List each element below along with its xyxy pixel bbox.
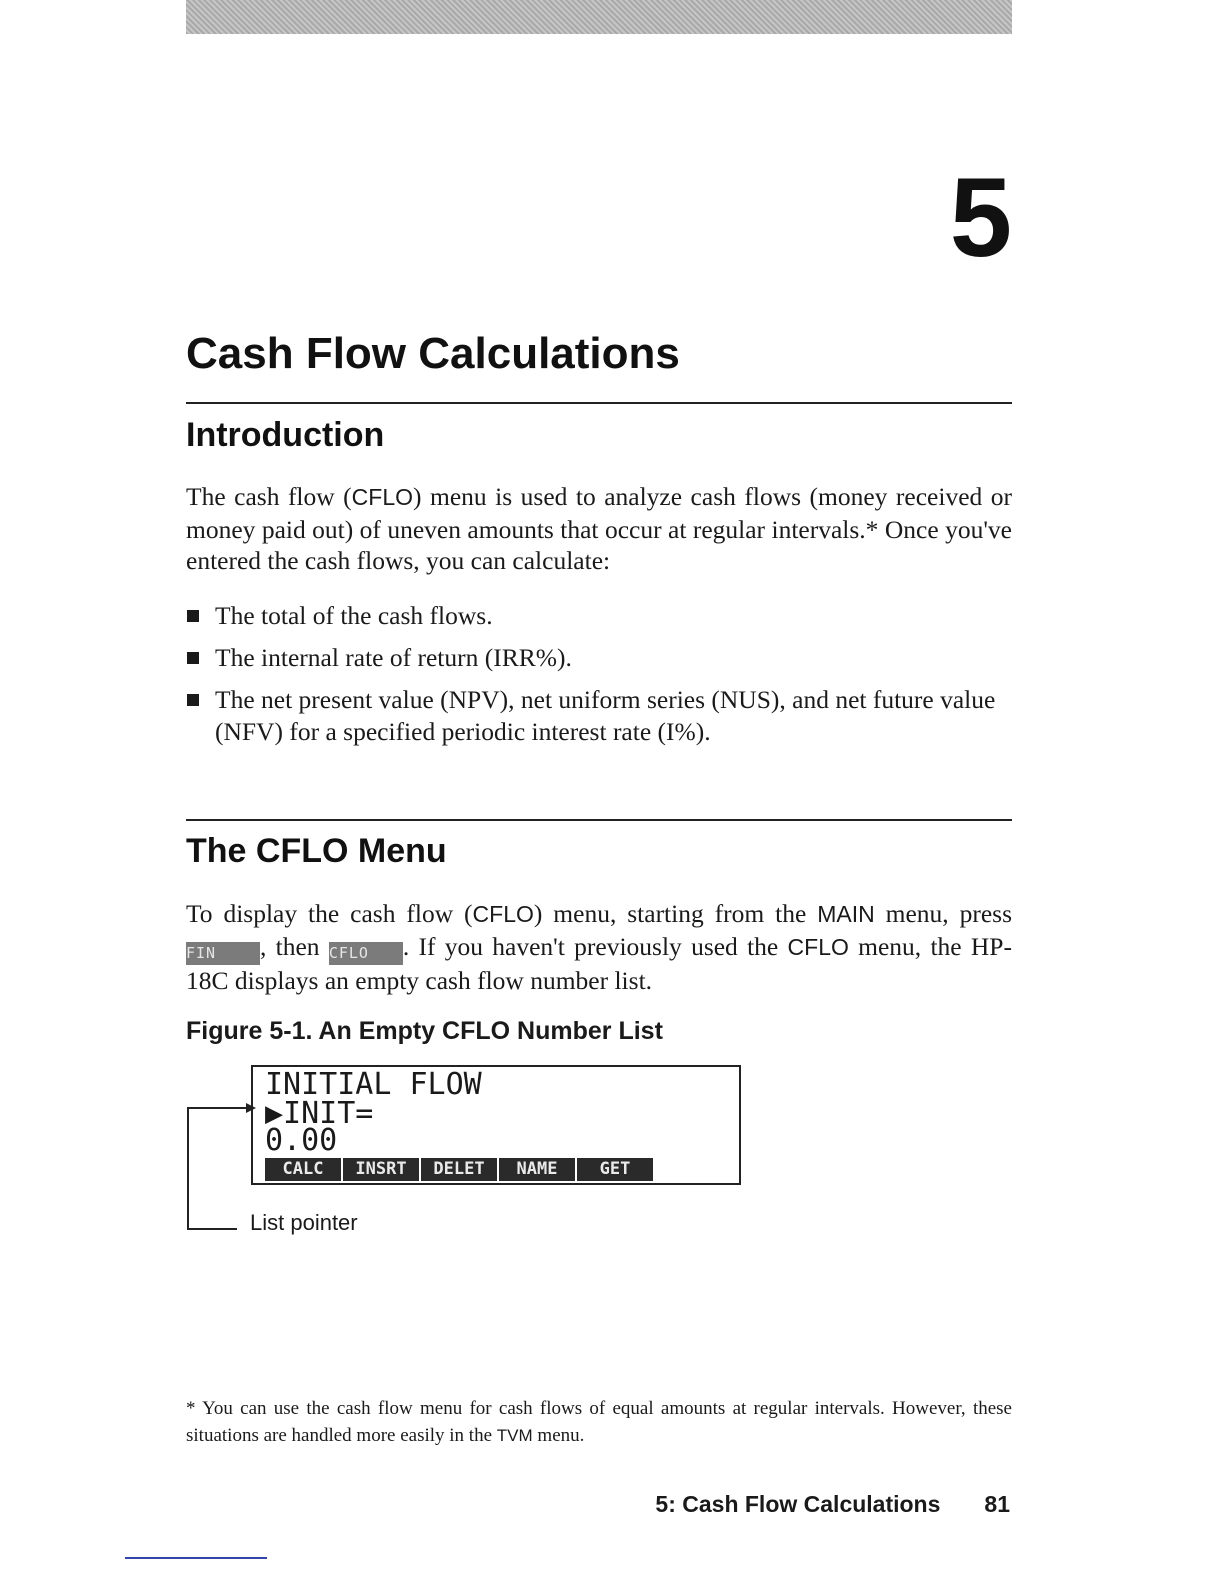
- bullet-square-icon: [187, 652, 199, 664]
- intro-bullet-list: [186, 600, 1012, 758]
- fin-key-icon: FIN: [186, 942, 260, 965]
- section-heading-introduction: Introduction: [186, 416, 385, 454]
- bullet-square-icon: [187, 610, 199, 622]
- menu-key-get: GET: [577, 1158, 653, 1181]
- cflo-term: CFLO: [787, 933, 849, 960]
- calculator-display: [251, 1065, 741, 1185]
- list-item: The net present value (NPV), net uniform series (NUS), and net future value (NFV) for a specified periodic interest rate (I%).: [186, 684, 1012, 747]
- list-item: The internal rate of return (IRR%).: [186, 642, 1012, 674]
- display-line-2: ▶INIT=: [265, 1096, 374, 1131]
- menu-key-delet: DELET: [421, 1158, 497, 1181]
- pointer-line-horizontal-bottom: [187, 1228, 237, 1230]
- pointer-line-vertical: [187, 1107, 189, 1230]
- top-decorative-band: [186, 0, 1012, 34]
- tvm-term: TVM: [496, 1426, 533, 1445]
- pointer-arrow-icon: [246, 1103, 256, 1113]
- menu-key-calc: CALC: [265, 1158, 341, 1181]
- section-rule-cflo-menu: [186, 819, 1012, 821]
- page-footer: [655, 1493, 1010, 1516]
- footnote: * You can use the cash flow menu for cash flows of equal amounts at regular intervals. However, these situations are handled more easily in the TVM menu.: [186, 1398, 1012, 1446]
- footer-section-title: 5: Cash Flow Calculations: [655, 1491, 941, 1517]
- bottom-edge-line: [125, 1557, 267, 1559]
- chapter-number: 5: [949, 155, 1012, 280]
- menu-key-insrt: INSRT: [343, 1158, 419, 1181]
- chapter-title: Cash Flow Calculations: [186, 329, 680, 378]
- section-heading-cflo-menu: The CFLO Menu: [186, 832, 447, 870]
- main-term: MAIN: [817, 901, 875, 927]
- section-rule-introduction: [186, 402, 1012, 404]
- list-item: The total of the cash flows.: [186, 600, 1012, 632]
- page-number: 81: [984, 1491, 1010, 1517]
- list-pointer-label: List pointer: [250, 1210, 358, 1235]
- menu-key-name: NAME: [499, 1158, 575, 1181]
- pointer-line-horizontal-top: [187, 1107, 247, 1109]
- cflo-term: CFLO: [472, 901, 534, 927]
- display-menu-keys: [265, 1158, 653, 1181]
- cflo-key-icon: CFLO: [329, 942, 403, 965]
- cflo-term: CFLO: [351, 484, 414, 510]
- display-line-3: 0.00: [265, 1123, 338, 1158]
- cflo-menu-paragraph: To display the cash flow (CFLO) menu, starting from the MAIN menu, press FIN , then CFLO . If you haven't previously used the CFLO menu, the HP-18C displays an empty cash flow number list.: [186, 899, 1013, 995]
- display-line-1: INITIAL FLOW: [265, 1067, 482, 1102]
- figure-caption: Figure 5-1. An Empty CFLO Number List: [186, 1017, 663, 1045]
- intro-paragraph: The cash flow (CFLO) menu is used to analyze cash flows (money received or money paid out) of uneven amounts that occur at regular intervals.* Once you've entered the cash flows, you can calculate:: [186, 482, 1012, 575]
- bullet-square-icon: [187, 694, 199, 706]
